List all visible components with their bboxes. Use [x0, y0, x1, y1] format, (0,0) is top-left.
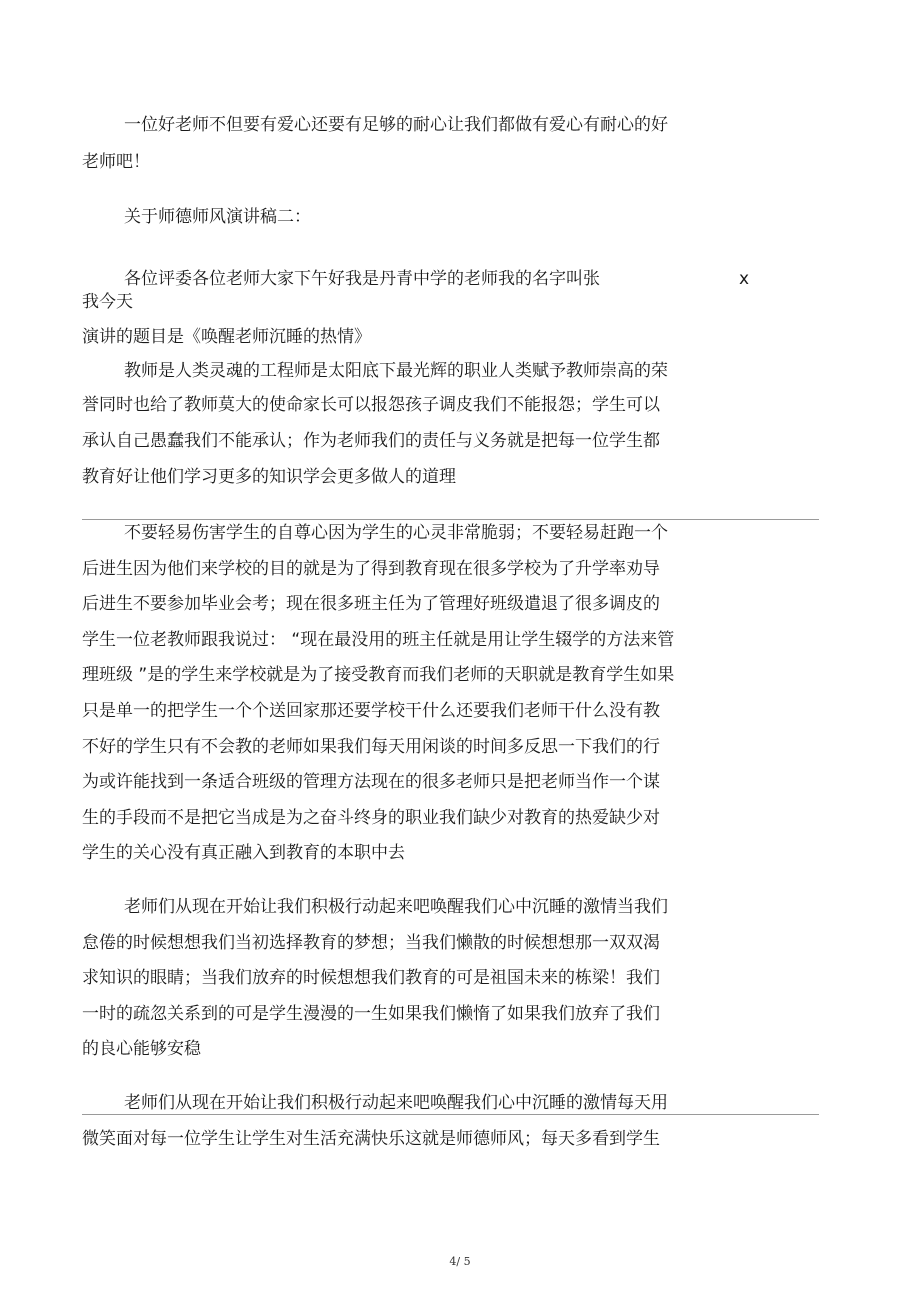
- text-line: 不好的学生只有不会教的老师如果我们每天用闲谈的时间多反思一下我们的行: [82, 737, 660, 757]
- text-line: 怠倦的时候想想我们当初选择教育的梦想；当我们懒散的时候想想那一双双渴: [82, 933, 660, 953]
- text-line: 学生的关心没有真正融入到教育的本职中去: [82, 843, 405, 863]
- text-line: 教育好让他们学习更多的知识学会更多做人的道理: [82, 467, 456, 487]
- text-line: 的良心能够安稳: [82, 1039, 201, 1059]
- separator-line: [82, 1114, 819, 1115]
- page-number: 4/ 5: [449, 1255, 471, 1268]
- text-line: 老师吧！: [82, 152, 150, 172]
- text-line: 教师是人类灵魂的工程师是太阳底下最光辉的职业人类赋予教师崇高的荣: [124, 361, 668, 381]
- text-line: 求知识的眼睛；当我们放弃的时候想想我们教育的可是祖国未来的栋梁！我们: [82, 968, 660, 988]
- text-line: 承认自己愚蠢我们不能承认；作为老师我们的责任与义务就是把每一位学生都: [82, 431, 660, 451]
- text-line: 后进生因为他们来学校的目的就是为了得到教育现在很多学校为了升学率劝导: [82, 559, 660, 579]
- text-line: 老师们从现在开始让我们积极行动起来吧唤醒我们心中沉睡的激情每天用: [124, 1093, 668, 1113]
- separator-line: [82, 519, 819, 520]
- text-line: 各位评委各位老师大家下午好我是丹青中学的老师我的名字叫张: [124, 269, 600, 289]
- text-line: 学生一位老教师跟我说过： “现在最没用的班主任就是用让学生辍学的方法来管: [82, 630, 675, 650]
- text-line: 一时的疏忽关系到的可是学生漫漫的一生如果我们懒惰了如果我们放弃了我们: [82, 1004, 660, 1024]
- text-line: 不要轻易伤害学生的自尊心因为学生的心灵非常脆弱；不要轻易赶跑一个: [124, 523, 668, 543]
- text-line: 微笑面对每一位学生让学生对生活充满快乐这就是师德师风；每天多看到学生: [82, 1129, 660, 1149]
- name-placeholder-mark: x: [739, 269, 750, 289]
- text-line: 生的手段而不是把它当成是为之奋斗终身的职业我们缺少对教育的热爱缺少对: [82, 808, 660, 828]
- text-line: 理班级 ”是的学生来学校就是为了接受教育而我们老师的天职就是教育学生如果: [82, 665, 675, 685]
- text-line: 为或许能找到一条适合班级的管理方法现在的很多老师只是把老师当作一个谋: [82, 772, 660, 792]
- text-line: 只是单一的把学生一个个送回家那还要学校干什么还要我们老师干什么没有教: [82, 701, 660, 721]
- text-line: 我今天: [82, 292, 133, 312]
- speech-title-line: 演讲的题目是《唤醒老师沉睡的热情》: [82, 327, 371, 347]
- text-line: 誉同时也给了教师莫大的使命家长可以报怨孩子调皮我们不能报怨；学生可以: [82, 395, 660, 415]
- text-line: 老师们从现在开始让我们积极行动起来吧唤醒我们心中沉睡的激情当我们: [124, 897, 668, 917]
- text-line: 一位好老师不但要有爱心还要有足够的耐心让我们都做有爱心有耐心的好: [124, 115, 668, 135]
- text-line: 后进生不要参加毕业会考；现在很多班主任为了管理好班级遣退了很多调皮的: [82, 594, 660, 614]
- section-heading: 关于师德师风演讲稿二：: [124, 207, 311, 227]
